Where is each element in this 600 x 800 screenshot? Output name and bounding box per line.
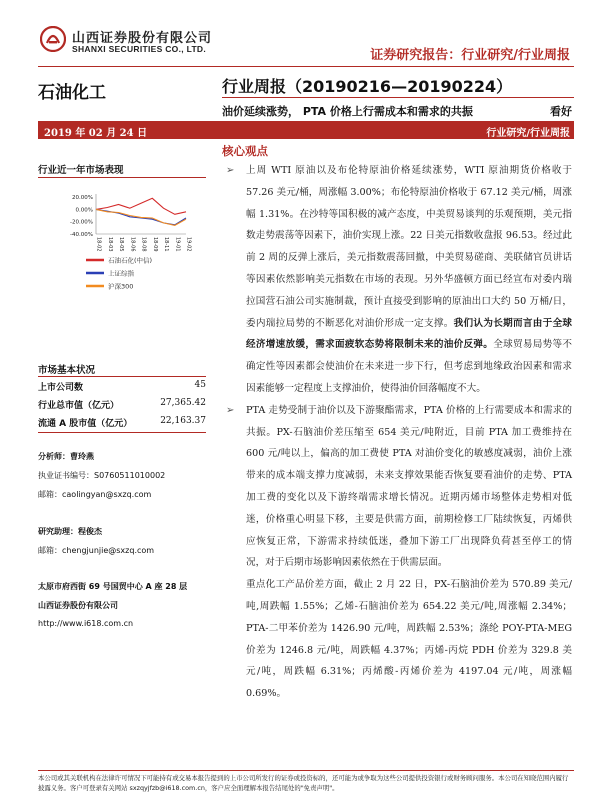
paragraph-spreads [226,574,572,705]
chart-series-line [96,209,186,225]
paragraph-pta [226,400,572,574]
chart-x-tick-label: 18-05 [118,237,124,252]
market-row [38,380,206,393]
chart-legend-label: 石油石化(中信) [108,256,153,265]
company-logo-icon [40,26,66,52]
paragraph-spreads-text: 重点化工产品价差方面，截止 2 月 22 日，PX-石脑油价差为 570.89 美元/吨,周跌幅 1.55%；乙烯-石脑油价差为 654.22 美元/吨,周涨幅 2.34%；PTA-二甲苯价差为 1426.90 元/吨，周跌幅 2.53%；涤纶 POY-PTA-MEG 价差为 1246.8 元/吨，周跌幅 4.37%；丙烯-丙烷 PDH 价差为 329.8 美元/吨，周跌幅 6.31%；丙烯酸-丙烯价差为 4197.04 元/吨，周涨幅 0.69%。 [246,579,572,700]
rating-label: 看好 [550,105,572,118]
report-type-label: 证券研究报告：行业研究/行业周报 [370,48,570,63]
market-row [38,416,206,429]
chart-y-tick-label: 20.00% [72,195,93,202]
company-name-en: SHANXI SECURITIES CO., LTD. [72,44,207,54]
analyst-email[interactable]: 邮箱：caolingyan@sxzq.com [38,490,152,499]
footer-disclaimer: 本公司或其关联机构在法律许可情况下可能持有或交易本报告提到的上市公司所发行的证券或投资标的，还可能为或争取为这些公司提供投资银行或财务顾问服务。本公司在知晓范围内履行披露义务。客户可登录有关网站 sxzqyjfzb@i618.com.cn，客户应全面理解本报告结尾处的"免责声明"。 [38,774,569,792]
analyst-name: 分析师：曹玲燕 [38,452,94,461]
title-divider [222,97,574,98]
market-status-title: 市场基本状况 [38,365,96,376]
chart-legend-label: 上证综指 [108,269,134,278]
chart-legend-label: 沪深300 [108,282,134,291]
report-date: 2019 年 02 月 24 日 [44,128,148,139]
header-divider [38,66,574,67]
market-row [38,398,206,411]
company-website-link[interactable]: http://www.i618.com.cn [38,619,134,628]
chart-y-tick-label: -20.00% [70,219,93,226]
weekly-report-title: 行业周报（20190216—20190224） [222,77,513,96]
chart-x-tick-label: 18-02 [95,237,102,252]
performance-chart [38,192,198,302]
paragraph-oil-emphasis: 我们认为长期而言由于全球经济增速放缓，需求面疲软态势将限制未来的油价反弹。 [246,317,573,351]
sector-title: 石油化工 [38,83,106,103]
perf-chart-title: 行业近一年市场表现 [38,165,124,176]
paragraph-oil [226,160,572,400]
market-row-value: 27,365.42 [160,398,206,408]
chart-x-tick-label: 18-03 [106,237,113,252]
report-category: 行业研究/行业周报 [486,128,570,139]
market-row-value: 22,163.37 [160,416,206,426]
market-divider [38,376,206,377]
chart-x-tick-label: 19-01 [174,237,181,252]
market-row-value: 45 [194,380,206,390]
main-content [226,160,572,705]
footer-divider [38,770,574,771]
paragraph-oil-text: 上周 WTI 原油以及布伦特原油价格延续涨势，WTI 原油期货价格收于 57.26 美元/桶，周涨幅 3.00%；布伦特原油价格收于 67.12 美元/桶，周涨幅 1.31%。在沙特等国积极的减产态度，中美贸易谈判的乐观预期，美元指数走势震荡等因素下，油价实现上涨。22 日美元指数收盘报 96.53。经过此前 2 周的反弹上涨后，美元指数震荡回撤，中美贸易磋商、美联储官员讲话等因素依然影响美元指数在市场的表现。另外华盛顿方面已经宣布对委内瑞拉国营石油公司实施制裁，预计直接受到影响的原油出口大约 50 万桶/日，委内瑞拉局势的不断恶化对油价形成一定支撑。 [246,165,572,329]
market-row-label: 流通 A 股市值（亿元） [38,419,133,429]
chart-x-tick-label: 18-08 [140,237,147,252]
assistant-name: 研究助理：程俊杰 [38,527,102,536]
assistant-email[interactable]: 邮箱：chengjunjie@sxzq.com [38,546,155,555]
perf-divider [38,177,206,178]
core-views-title: 核心观点 [222,144,268,158]
chart-y-tick-label: -40.00% [70,232,93,238]
company-name-footer: 山西证券股份有限公司 [38,601,118,610]
company-name-cn: 山西证券股份有限公司 [72,31,213,46]
chart-x-tick-label: 18-11 [163,237,169,252]
market-row-label: 上市公司数 [38,383,84,393]
chart-x-tick-label: 18-06 [129,237,136,252]
market-bottom-divider [38,432,206,433]
chart-y-tick-label: 0.00% [75,207,93,214]
company-address: 太原市府西街 69 号国贸中心 A 座 28 层 [38,582,188,591]
report-headline: 油价延续涨势， PTA 价格上行需成本和需求的共振 [222,105,473,118]
paragraph-pta-text: PTA 走势受制于油价以及下游聚酯需求，PTA 价格的上行需要成本和需求的共振。PX-石脑油价差压缩至 654 美元/吨附近，目前 PTA 加工费维持在 600 元/吨以上，偏高的加工费使 PTA 对油价变化的敏感度减弱，油价上涨带来的成本端支撑力度减弱，未来支撑效果能否恢复要看油价的走势、PTA 加工费的变化以及下游终端需求增长情况。近期丙烯市场整体走势相对低迷，价格重心明显下移，主要是供需方面，前期检修工厂陆续恢复，丙烯供应恢复正常，下游需求持续低迷，叠加下游工厂出现降负荷甚至停工的情况，对于后期市场影响因素依然在于供需层面。 [246,404,572,569]
paragraph-oil-tail: 全球贸易局势等不确定性等因素都会使油价在未来进一步下行，但考虑到地缘政治因素和需求因素能够一定程度上支撑油价，使得油价回落幅度不大。 [246,339,573,394]
chart-x-tick-label: 18-09 [151,237,158,252]
chart-x-tick-label: 19-02 [185,237,192,252]
market-row-label: 行业总市值（亿元） [38,401,120,411]
license-number: 执业证书编号：S0760511010002 [38,471,166,480]
